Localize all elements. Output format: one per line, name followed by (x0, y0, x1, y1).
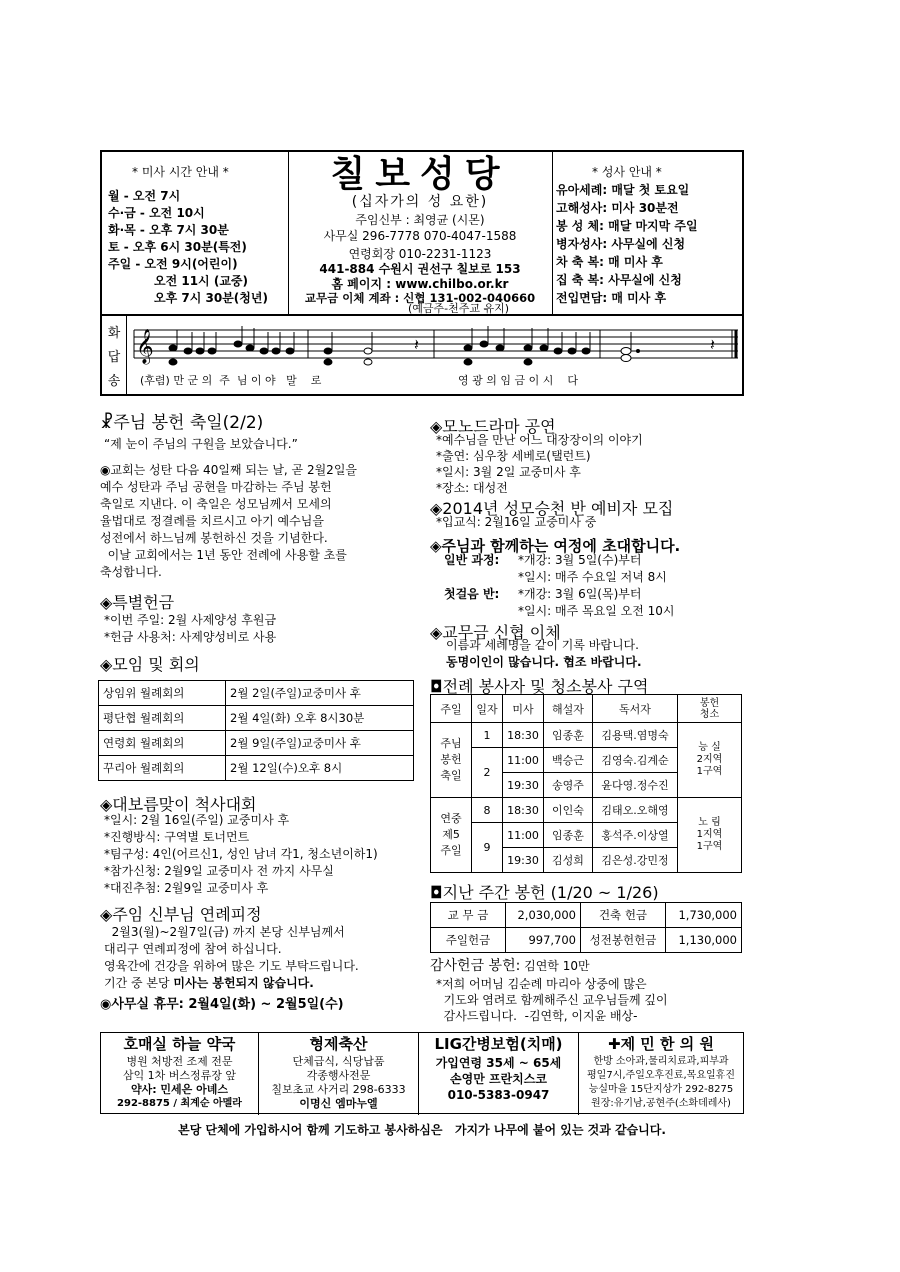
offering-title: ◈특별헌금 (100, 593, 175, 612)
psalm-side-label: 화 답 송 (102, 316, 127, 394)
retreat-notice: 미사는 봉헌되지 않습니다. (173, 976, 314, 990)
table-row: 상임위 월례회의 2월 2일(주일)교중미사 후 (99, 681, 414, 706)
sacrament-3: 봉 성 체: 매달 마지막 주일 (556, 219, 698, 233)
mass-time-3: 화·목 - 오후 7시 30분 (108, 223, 229, 237)
mass-time-7: 오후 7시 30분(청년) (154, 291, 268, 305)
sacrament-5: 차 축 복: 매 미사 후 (556, 255, 663, 269)
feast-quote: “제 눈이 주님의 구원을 보았습니다.” (104, 437, 298, 451)
svg-text:𝄞: 𝄞 (136, 329, 154, 364)
church-patron: (십자가의 성 요한) (351, 194, 489, 210)
pastor: 주임신부 : 최영균 (시몬) (355, 213, 485, 227)
mass-time-4: 토 - 오후 6시 30분(특전) (108, 240, 247, 254)
ad-clinic: ✚제 민 한 의 원 한방 소아과,물리치료과,피부과 평일7시,주일오후진료,목요일휴진 능실마을 15단지상가 292-8275 원장:유기남,공현주(소화데레사) (587, 1035, 735, 1109)
svg-text:𝄽: 𝄽 (710, 335, 715, 354)
sacrament-7: 전입면담: 매 미사 후 (556, 291, 667, 305)
sacrament-1: 유아세례: 매달 첫 토요일 (556, 183, 690, 197)
psalm-music-staff (128, 320, 742, 374)
mass-times-panel (102, 152, 289, 314)
meeting-title: ◈모임 및 회의 (100, 655, 200, 674)
catechumen-title: ◈2014년 성모승천 반 예비자 모집 (430, 499, 674, 518)
table-row: 19:30 송영주 윤다영.정수진 (431, 773, 742, 798)
bank-account: 교무금 이체 계좌 : 신협 131-002-040660 (304, 291, 536, 305)
weekly-title: ◘지난 주간 봉헌 (1/20 ~ 1/26) (430, 883, 659, 902)
service-table (430, 694, 742, 873)
church-name: 칠보성당 (330, 153, 510, 195)
ad-insurance: LIG간병보험(치매) 가입연령 35세 ~ 65세 손영만 프란치스코 010-5383-0947 (419, 1033, 579, 1115)
thanks-body: *저희 어머님 김순례 마리아 상중에 많은 기도와 염려로 함께해주신 교우님들께 깊이 감사드립니다. -김연학, 이지윤 배상- (436, 977, 668, 1023)
offering-list: *이번 주일: 2월 사제양성 후원금 *헌금 사용처: 사제양성비로 사용 (104, 613, 277, 644)
yut-title: ◈대보름맞이 척사대회 (100, 795, 257, 814)
ads-bar (100, 1032, 744, 1114)
table-row: 19:30 김성희 김은성.강민정 (431, 848, 742, 873)
footer-message: 본당 단체에 가입하시어 함께 기도하고 봉사하심은 가지가 나무에 붙어 있는 것과 같습니다. (178, 1123, 666, 1137)
credit-notice: 동명이인이 많습니다. 협조 바랍니다. (446, 655, 642, 669)
credit-body: 이름과 세례명을 같이 기록 바랍니다. (446, 638, 639, 652)
yut-list: *일시: 2월 16일(주일) 교중미사 후 *진행방식: 구역별 토너먼트 *팀구성: 4인(어르신1, 성인 남녀 각1, 청소년이하1) *참가신청: 2월9일 교중미사 전 까지 사무실 *대진추첨: 2월9일 교중미사 후 (104, 813, 378, 895)
retreat-title: ◈주임 신부님 연례피정 (100, 905, 262, 924)
svg-text:𝄽: 𝄽 (414, 335, 419, 354)
address: 441-884 수원시 권선구 칠보로 153 (319, 262, 521, 276)
sacrament-4: 병자성사: 사무실에 신청 (556, 237, 686, 251)
ad-pharmacy: 호매실 하늘 약국 병원 처방전 조제 전문 삼익 1차 버스정류장 앞 약사: 민세은 아녜스 292-8875 / 최계순 아멜라 (101, 1033, 259, 1115)
sacraments-panel (552, 152, 742, 314)
feast-body: ◉교회는 성탄 다음 40일째 되는 날, 곧 2월2일을 예수 성탄과 주님 공현을 마감하는 주님 봉헌 축일로 지낸다. 이 축일은 성모님께서 모세의 율법대로 정결례를 치르시고 아기 예수님을 성전에서 하느님께 봉헌하신 것을 기념한다. 이날 교회에서는 1년 동안 전례에 사용할 초를 축성합니다. (100, 463, 357, 579)
journey-title: ◈주님과 함께하는 여정에 초대합니다. (430, 537, 681, 555)
credit-title: ◈교무금 신협 이체 (430, 623, 561, 642)
table-row: 주일 일자 미사 해설자 독서자 봉헌 청소 (431, 695, 742, 723)
mass-time-2: 수·금 - 오전 10시 (108, 206, 205, 220)
table-row: 9 11:00 임종훈 홍석주.이상열 (431, 823, 742, 848)
sacraments-title: * 성사 안내 * (592, 165, 662, 179)
header-box (100, 150, 744, 316)
psalm-lyrics-right: 영 광 의 임 금 이 시 다 (458, 374, 578, 387)
account-holder: (예금주-천주교 유지) (408, 302, 510, 315)
table-row: 꾸리아 월례회의 2월 12일(수)오후 8시 (99, 756, 414, 781)
mass-time-6: 오전 11시 (교중) (154, 274, 248, 288)
drama-title: ◈모노드라마 공연 (430, 417, 556, 436)
journey-schedule: 일반 과정: *개강: 3월 5일(수)부터 *일시: 매주 수요일 저녁 8시 첫걸음 반: *개강: 3월 6일(목)부터 *일시: 매주 목요일 오전 10시 (444, 553, 675, 618)
table-row: 연령회 월례회의 2월 9일(주일)교중미사 후 (99, 731, 414, 756)
office-closed: ◉사무실 휴무: 2월4일(화) ~ 2월5일(수) (100, 997, 344, 1012)
catechumen-item: *입교식: 2월16일 교중미사 중 (436, 515, 597, 529)
retreat-body: 2월3(월)~2월7일(금) 까지 본당 신부님께서 대리구 연례피정에 참여 하십니다. 영육간에 건강을 위하여 많은 기도 부탁드립니다. 기간 중 본당 미사는 봉헌되지 않습니다. (104, 925, 359, 990)
church-info-panel (288, 152, 553, 314)
mass-times-title: * 미사 시간 안내 * (132, 165, 229, 179)
table-row: 2 11:00 백승근 김영숙.김계순 (431, 748, 742, 773)
mass-time-5: 주일 - 오전 9시(어린이) (108, 257, 238, 271)
office-phone: 사무실 296-7778 070-4047-1588 (323, 229, 517, 243)
homepage: 홈 페이지 : www.chilbo.or.kr (331, 277, 509, 291)
mass-time-1: 월 - 오전 7시 (108, 189, 181, 203)
weekly-table (430, 902, 742, 953)
funeral-phone: 연령회장 010-2231-1123 (348, 247, 492, 261)
service-title: ◘전례 봉사자 및 청소봉사 구역 (430, 677, 649, 696)
table-row: 연중 제5 주일 8 18:30 이인숙 김태오.오해영 노 림 1지역 1구역 (431, 798, 742, 823)
psalm-lyrics-left: (후렴) 만 군 의 주 님 이 야 말 로 (140, 374, 322, 387)
meeting-table (98, 680, 414, 781)
ad-butcher: 형제축산 단체급식, 식당납품 각종행사전문 칠보초교 사거리 298-6333 이명신 엠마누엘 (259, 1033, 419, 1115)
drama-list: *예수님을 만난 어느 대장장이의 이야기 *출연: 심우창 세베로(탤런트) *일시: 3월 2일 교중미사 후 *장소: 대성전 (436, 433, 643, 495)
table-row: 평단협 월례회의 2월 4일(화) 오후 8시30분 (99, 706, 414, 731)
psalm-box (100, 314, 744, 396)
sacrament-2: 고해성사: 미사 30분전 (556, 201, 679, 215)
thanks-heading: 감사헌금 봉헌: 김연학 10만 (430, 958, 590, 974)
feast-title: ☧주님 봉헌 축일(2/2) (100, 413, 264, 433)
table-row: 주님 봉헌 축일 1 18:30 임종훈 김용택.염명숙 능 실 2지역 1구역 (431, 723, 742, 748)
sacrament-6: 집 축 복: 사무실에 신청 (556, 273, 682, 287)
table-row: 교 무 금 2,030,000 건축 헌금 1,730,000 (431, 903, 742, 928)
table-row: 주일헌금 997,700 성전봉헌헌금 1,130,000 (431, 928, 742, 953)
